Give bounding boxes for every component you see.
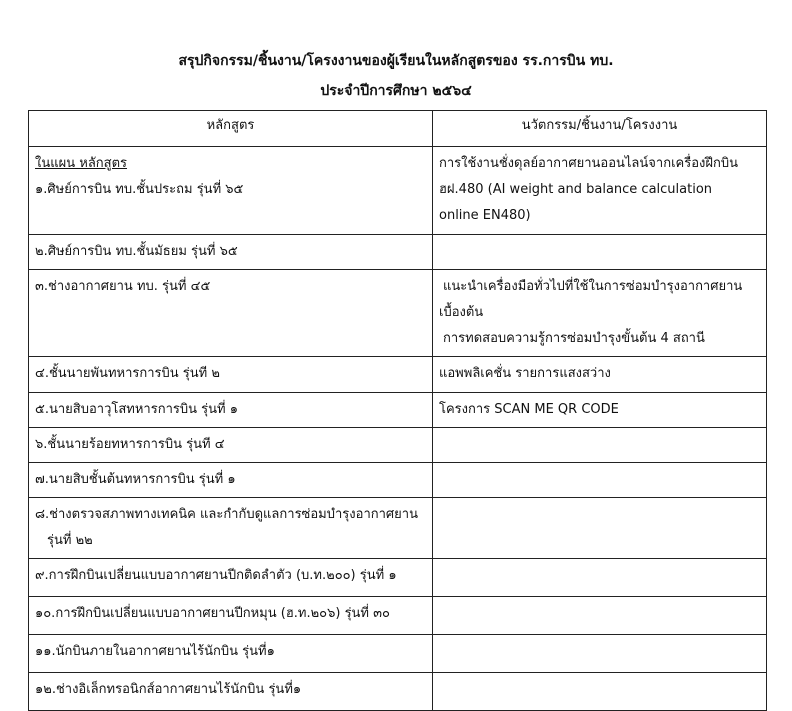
table-row [29, 357, 767, 393]
course-cell [29, 147, 433, 235]
document-title: สรุปกิจกรรม/ชิ้นงาน/โครงงานของผู้เรียนในหลักสูตรของ รร.การบิน ทบ. [178, 53, 614, 69]
work-cell [433, 635, 767, 673]
table-row [29, 597, 767, 635]
course-cell: ๔.ชั้นนายพันทหารการบิน รุ่นที ๒ [29, 357, 433, 393]
table-row [29, 498, 767, 559]
document-subtitle-year: ประจำปีการศึกษา ๒๕๖๔ [320, 83, 472, 99]
course-section-heading: ในแผน หลักสูตร [35, 156, 128, 171]
work-cell: แอพพลิเคชั่น รายการแสงสว่าง [433, 357, 767, 393]
course-cell: ๖.ชั้นนายร้อยทหารการบิน รุ่นที ๔ [29, 428, 433, 463]
work-line: online EN480) [439, 208, 531, 223]
course-activity-table [28, 110, 767, 711]
work-cell [433, 498, 767, 559]
course-cell: ๓.ช่างอากาศยาน ทบ. รุ่นที่ ๔๕ [29, 270, 433, 357]
work-line: แนะนำเครื่องมือทั่วไปที่ใช้ในการซ่อมบำรุงอากาศยาน [443, 279, 743, 294]
work-cell [433, 463, 767, 498]
work-cell: โครงการ SCAN ME QR CODE [433, 393, 767, 428]
table-row [29, 673, 767, 711]
work-cell [433, 559, 767, 597]
course-cell: ๗.นายสิบชั้นต้นทหารการบิน รุ่นที่ ๑ [29, 463, 433, 498]
course-cell: ๕.นายสิบอาวุโสทหารการบิน รุ่นที่ ๑ [29, 393, 433, 428]
table-row [29, 235, 767, 270]
work-line: การทดสอบความรู้การซ่อมบำรุงขั้นต้น 4 สถานี [443, 331, 705, 346]
work-line: เบื้องต้น [439, 305, 484, 320]
course-cell [29, 498, 433, 559]
header-work: นวัตกรรม/ชิ้นงาน/โครงงาน [433, 111, 767, 147]
course-cell: ๑๒.ช่างอิเล็กทรอนิกส์อากาศยานไร้นักบิน รุ่นที่๑ [29, 673, 433, 711]
table-row [29, 559, 767, 597]
work-cell [433, 673, 767, 711]
course-cell: ๒.ศิษย์การบิน ทบ.ชั้นมัธยม รุ่นที่ ๖๕ [29, 235, 433, 270]
course-name: ๑.ศิษย์การบิน ทบ.ชั้นประถม รุ่นที่ ๖๕ [35, 182, 244, 197]
table-row [29, 147, 767, 235]
table-row [29, 635, 767, 673]
work-cell [433, 147, 767, 235]
course-cell: ๑๐.การฝึกบินเปลี่ยนแบบอากาศยานปีกหมุน (ฮ.ท.๒๐๖) รุ่นที่ ๓๐ [29, 597, 433, 635]
work-cell [433, 235, 767, 270]
work-cell [433, 597, 767, 635]
course-cell: ๑๑.นักบินภายในอากาศยานไร้นักบิน รุ่นที่๑ [29, 635, 433, 673]
table-row [29, 428, 767, 463]
table-row [29, 270, 767, 357]
work-line: ฮฝ.480 (AI weight and balance calculation [439, 182, 713, 197]
course-cell: ๙.การฝึกบินเปลี่ยนแบบอากาศยานปีกติดลำตัว (บ.ท.๒๐๐) รุ่นที่ ๑ [29, 559, 433, 597]
table-row [29, 393, 767, 428]
table-row [29, 463, 767, 498]
work-cell [433, 270, 767, 357]
course-name: ๘.ช่างตรวจสภาพทางเทคนิค และกำกับดูแลการซ่อมบำรุงอากาศยาน [35, 507, 418, 522]
work-line: การใช้งานชั่งดุลย์อากาศยานออนไลน์จากเครื่องฝึกบิน [439, 156, 738, 171]
header-course: หลักสูตร [29, 111, 433, 147]
course-name-continued: รุ่นที่ ๒๒ [47, 533, 93, 548]
table-header-row [29, 111, 767, 147]
work-cell [433, 428, 767, 463]
